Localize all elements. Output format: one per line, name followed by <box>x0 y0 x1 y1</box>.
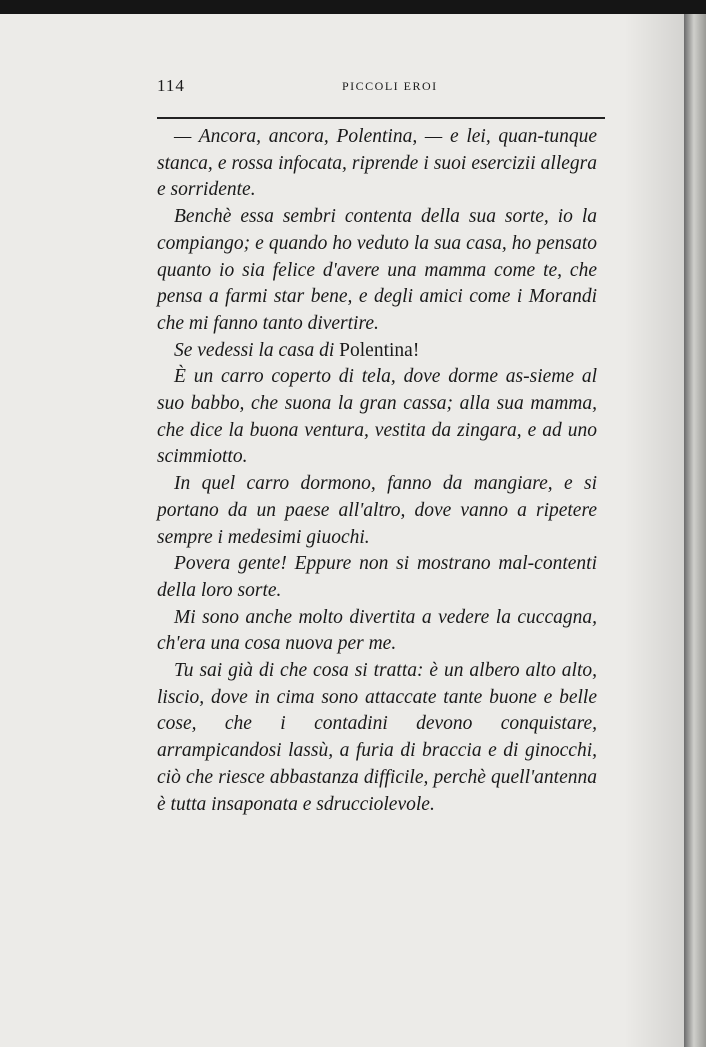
paragraph: Mi sono anche molto divertita a vedere la cuccagna, ch'era una cosa nuova per me. <box>157 606 597 655</box>
page-edge <box>684 14 706 1047</box>
page-header <box>157 76 605 98</box>
paragraph <box>157 338 597 365</box>
paragraph-text: Se vedessi la casa di <box>174 339 340 361</box>
exclamation: ! <box>412 339 420 361</box>
paragraph: In quel carro dormono, fanno da mangiare, e si portano da un paese all'altro, dove vanno a ripetere sempre i medesimi giuochi. <box>157 473 597 548</box>
character-name: Polentina <box>339 339 413 361</box>
body-text <box>157 124 597 818</box>
header-rule <box>157 117 605 119</box>
paragraph: — Ancora, ancora, Polentina, — e lei, quan-tunque stanca, e rossa infocata, riprende i suoi esercizii allegra e sorridente. <box>157 126 597 201</box>
page-shadow <box>624 14 684 1047</box>
paragraph: Tu sai già di che cosa si tratta: è un albero alto alto, liscio, dove in cima sono attaccate tante buone e belle cose, che i contadini devono conquistare, arrampicandosi lassù, a furia di braccia e di ginocchi, ciò che riesce abbastanza difficile, perchè quell'antenna è tutta insaponata e sdrucciolevole. <box>157 660 597 815</box>
page-number: 114 <box>157 76 185 95</box>
paragraph: Povera gente! Eppure non si mostrano mal-contenti della loro sorte. <box>157 553 597 601</box>
paragraph: È un carro coperto di tela, dove dorme as-sieme al suo babbo, che suona la gran cassa; alla sua mamma, che dice la buona ventura, vestita da zingara, e ad uno scimmiotto. <box>157 366 597 468</box>
running-head: PICCOLI EROI <box>342 79 438 93</box>
paragraph: Benchè essa sembri contenta della sua sorte, io la compiango; e quando ho veduto la sua casa, ho pensato quanto io sia felice d'avere una mamma come te, che pensa a farmi star bene, e degli amici come i Morandi che mi fanno tanto divertire. <box>157 206 597 334</box>
